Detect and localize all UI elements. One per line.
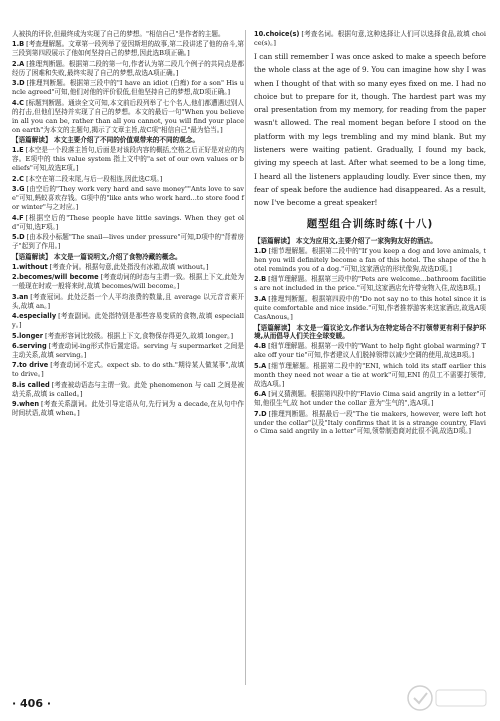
fill-item: 6.serving [考查动词-ing形式作后置定语。serving 与 supermarket 之间是主动关系,故填 serving。] xyxy=(12,342,244,359)
left-column xyxy=(12,30,244,420)
section-title: 题型组合训练时练(十八) xyxy=(306,217,434,230)
right-column xyxy=(254,30,486,438)
fill-item: 4.especially [考查副词。此处指特别是那些容易变质的食物,故填 especially。] xyxy=(12,312,244,330)
passage-summary: 【语篇解读】 本文是一篇说明文,介绍了食物冷藏的概念。 xyxy=(12,252,182,261)
answer-item: 2.C [本空在第二段末尾,与后一段相连,因此选C项。] xyxy=(12,174,163,183)
answer-item: 1.B [考查理解题。文章第一段列举了爱因斯坦的故事,第二段讲述了他的奋斗,第三段到第四段展示了他如何坚持自己的梦想,因此选B项正确。] xyxy=(12,40,244,58)
fill-item: 1.without [考查介词。根据句意,此处指没有冰箱,故填 without。] xyxy=(12,262,209,271)
fill-item: 10.choice(s) [考查名词。根据句意,这种选择让人们可以选择食品,故填 choice(s)。] xyxy=(254,30,486,47)
fill-item: 8.is called [考查被动语态与主谓一致。此处 phenomenon 与 call 之间是被动关系,故填 is called。] xyxy=(12,380,244,398)
corrected-essay: I can still remember I was once asked to make a speech before the whole class at the age of 9. You can imagine how shy I was when I thought of that with so many eyes fixed on me. I had no choice but to prepare for it, though. The hardest part was my oral presentation from my memory, for reading from the paper wasn't allowed. The real moment began before I stood on the platform with my legs trembling and my mind blank. But my listeners were waiting patient. Gradually, I found my back, giving my speech at last. After what seemed to be a long time, I heard all the listeners applauding loudly. Ever since then, my fear of speak before the audience had disappeared. As a result, now I've become a great speaker! xyxy=(254,51,486,208)
passage-summary: 【语篇解读】 本文主要介绍了不同的价值观带来的不同的观念。 xyxy=(12,136,199,145)
intro-fragment: 人被执的评价,但最终成为实现了自己的梦想。"相信自己"是作者的主题。 xyxy=(12,30,225,38)
answer-item: 4.F [根据空后的"These people have little savings. When they get old"可知,选F项。] xyxy=(12,213,244,231)
answer-item: 7.D [推理判断题。根据最后一段"The tie makers, however, were left hot under the collar"以及"Italy confirms that it is a strange country, Flavio Cima said angrily in a letter"可知,领带制造商对此很不满,故选D项。] xyxy=(254,409,486,436)
passage-summary: 【语篇解读】 本文是一篇议论文,作者认为在特定场合不打领带更有利于保护环境,从而倡导人们关注全球变暖。 xyxy=(254,323,486,341)
answer-item: 2.A [推理判断题。根据第二段的第一句,作者认为第二段几个例子的共同点是都经历了困难和失败,最终实现了自己的梦想,故选A项正确。] xyxy=(12,59,244,77)
answer-item: 3.A [推理判断题。根据第四段中的"Do not say no to this hotel since it is quite comfortable and nice inside."可知,作者推荐游客来这家酒店,故选A项 CasAnous。] xyxy=(254,294,486,321)
fill-item: 3.an [考查冠词。此处泛指一个人平均浪费的数量,且 average 以元音音素开头,故填 an。] xyxy=(12,292,244,310)
answer-item: 3.D [推理判断题。根据第三段中的"I have an idiot (白痴) for a son" His uncle agreed"可知,他们对他的评价很低,但他坚持自己的梦想,故D项正确。] xyxy=(12,79,244,97)
answer-item: 2.B [细节理解题。根据第三段中的"Pets are welcome...bathroom facilities are not included in the price."可知,这家酒店允许带宠物入住,故选B项。] xyxy=(254,275,486,293)
page-number: · 406 · xyxy=(12,697,51,710)
answer-item: 5.A [细节理解题。根据第二段中的"ENI, which told its staff earlier this month they need not wear a tie at work"可知,ENI 的员工不需要打领带,故选A项。] xyxy=(254,361,486,388)
answer-item: 4.B [细节理解题。根据第一段中的"Want to help fight global warming? Take off your tie"可知,作者建议人们脱掉领带以减少空调的使用,故选B项。] xyxy=(254,342,486,360)
answer-item: 1.D [细节理解题。根据第二段中的"If you keep a dog and love animals, then you will definitely become a fan of this hotel. The shape of the hotel reminds you of a dog."可知,这家酒店的形状像狗,故选D项。] xyxy=(254,246,486,273)
answer-item: 6.A [词义猜测题。根据第四段中的"Flavio Cima said angrily in a letter"可知,他很生气,故 hot under the collar 意为"生气的",选A项。] xyxy=(254,390,486,408)
answer-item: 4.C [标题判断题。通读全文可知,本文前后段列举了七个名人,他们都遭遇过别人的打击,但他们坚持并实现了自己的梦想。本文的最后一句"When you believe in all you can be, rather than all you cannot, you will find your place on earth"为本文的主题句,揭示了文章主旨,故C项"相信自己"最为恰当。] xyxy=(12,98,244,134)
passage-summary: 【语篇解读】 本文为应用文,主要介绍了一家狗狗友好的酒店。 xyxy=(254,236,437,245)
column-divider xyxy=(245,30,246,685)
fill-item: 7.to drive [考查动词不定式。expect sb. to do sth."期待某人做某事",故填 to drive。] xyxy=(12,361,244,379)
fill-item: 2.becomes/will become [考查动词的时态与主谓一致。根据上下文,此处为一般现在时或一般将来时,故填 becomes/will become。] xyxy=(12,273,244,291)
answer-item: 5.D [由本段小标题"The snail—lives under pressure"可知,D项中的"背着房子"起到了作用。] xyxy=(12,233,244,250)
answer-item: 1.E [本空是一个段落主旨句,后面是对该段内容的概括,空格之后正好是对应的内容。E项中的 this value system 指上文中的"a set of our own values or beliefs"可知,故选E项。] xyxy=(12,146,244,173)
answer-item: 3.G [由空后的"They work very hard and save money""Ants love to save"可知,蚂蚁喜欢存钱。G项中的"like ants who work hard...to store food for winter"与之对应。] xyxy=(12,185,244,212)
fill-item: 9.when [考查关系副词。此处引导定语从句,先行词为 a decade,在从句中作时间状语,故填 when。] xyxy=(12,400,244,418)
watermark-logo xyxy=(406,682,492,714)
fill-item: 5.longer [考查形容词比较级。根据上下文,食物保存得更久,故填 longer。] xyxy=(12,331,234,340)
